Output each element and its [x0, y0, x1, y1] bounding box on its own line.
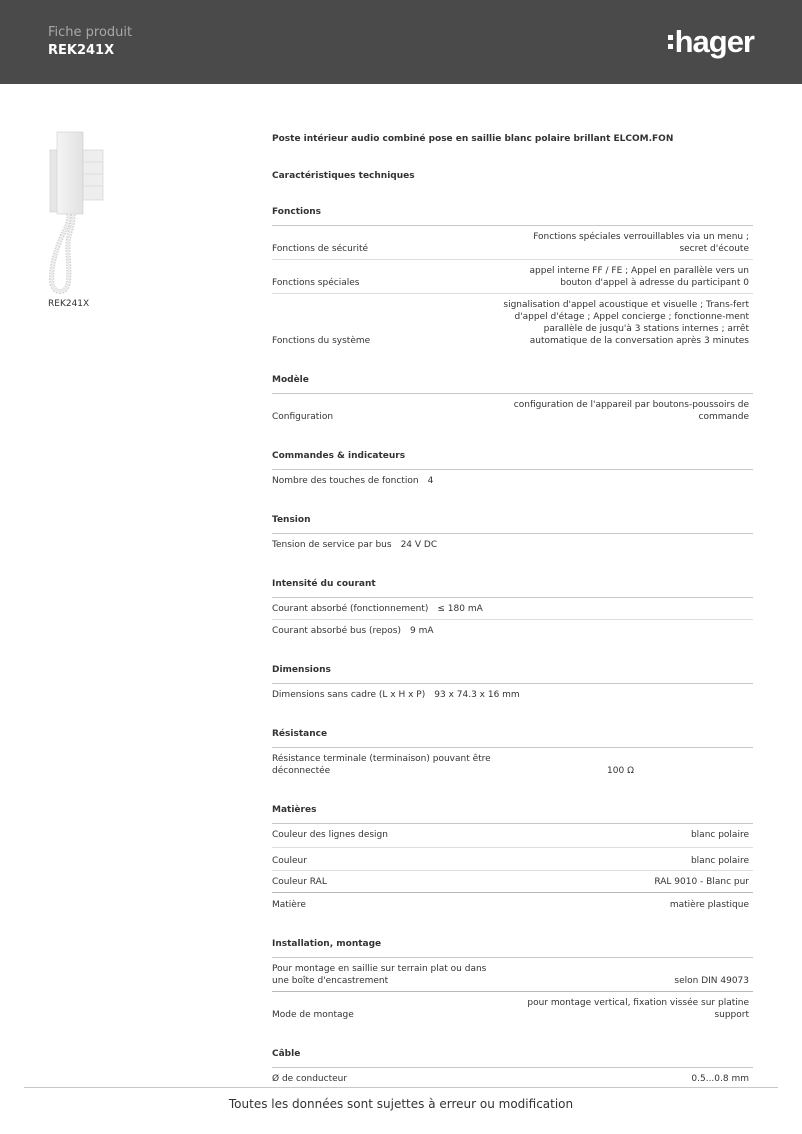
spec-label: Mode de montage — [272, 1010, 354, 1020]
footer-divider — [24, 1087, 778, 1088]
section-title: Commandes & indicateurs — [272, 427, 753, 470]
spec-row — [272, 824, 753, 848]
image-caption: REK241X — [48, 299, 90, 309]
spec-value: blanc polaire — [690, 856, 749, 866]
spec-label: Pour montage en saillie sur terrain plat ou dans une boîte d'encastrement — [272, 964, 487, 986]
spec-label: Nombre des touches de fonction — [272, 476, 419, 486]
spec-value: pour montage vertical, fixation vissée sur platine support — [527, 998, 749, 1020]
product-details — [272, 133, 753, 1089]
spec-row — [272, 848, 753, 871]
spec-value: 4 — [427, 476, 434, 486]
spec-row — [272, 684, 753, 705]
section-fonctions — [272, 183, 753, 351]
spec-value: matière plastique — [669, 900, 749, 910]
spec-label: Fonctions du système — [272, 336, 371, 346]
product-image — [40, 128, 110, 298]
spec-row — [272, 620, 753, 641]
spec-row — [272, 871, 753, 893]
technical-characteristics-heading: Caractéristiques techniques — [272, 171, 415, 181]
spec-value: configuration de l'appareil par boutons-poussoirs de commande — [513, 400, 749, 422]
spec-value: blanc polaire — [690, 830, 749, 840]
spec-row — [272, 893, 753, 915]
spec-label: Ø de conducteur — [272, 1074, 348, 1084]
spec-label: Tension de service par bus — [272, 540, 392, 550]
spec-label: Dimensions sans cadre (L x H x P) — [272, 690, 426, 700]
spec-label: Courant absorbé (fonctionnement) — [272, 604, 429, 614]
spec-label: Fonctions de sécurité — [272, 244, 369, 254]
logo-dots-icon — [668, 35, 673, 49]
section-installation — [272, 915, 753, 1025]
section-title: Fonctions — [272, 183, 753, 226]
spec-value: RAL 9010 - Blanc pur — [654, 877, 749, 887]
spec-row — [272, 534, 753, 555]
section-resistance — [272, 705, 753, 781]
page-header — [0, 0, 802, 84]
spec-row — [272, 1068, 753, 1089]
section-title: Dimensions — [272, 641, 753, 684]
spec-label: Résistance terminale (terminaison) pouvant être déconnectée — [272, 754, 491, 776]
spec-value: signalisation d'appel acoustique et visuelle ; Trans-fert d'appel d'étage ; Appel concierge ; fonctionne-ment parallèle de jusqu'à 3 stations internes ; arrêt automatique de la conversation après 3 minutes — [503, 300, 749, 346]
product-title: Poste intérieur audio combiné pose en saillie blanc polaire brillant ELCOM.FON — [272, 134, 674, 144]
spec-label: Couleur — [272, 856, 307, 866]
section-title: Câble — [272, 1025, 753, 1068]
section-dimensions — [272, 641, 753, 705]
section-title: Résistance — [272, 705, 753, 748]
spec-row — [272, 992, 753, 1025]
spec-value: ≤ 180 mA — [437, 604, 483, 614]
section-tension — [272, 491, 753, 555]
spec-label: Couleur RAL — [272, 877, 327, 887]
section-title: Modèle — [272, 351, 753, 394]
hager-logo — [668, 24, 754, 60]
spec-label: Matière — [272, 900, 306, 910]
section-cable — [272, 1025, 753, 1089]
section-title: Matières — [272, 781, 753, 824]
brand-name: hager — [674, 24, 754, 59]
spec-value: 93 x 74.3 x 16 mm — [434, 690, 520, 700]
spec-row — [272, 260, 753, 294]
section-title: Intensité du courant — [272, 555, 753, 598]
footer-disclaimer: Toutes les données sont sujettes à erreur ou modification — [228, 1097, 574, 1111]
spec-row — [272, 470, 753, 491]
spec-value: appel interne FF / FE ; Appel en parallèle vers un bouton d'appel à adresse du participant 0 — [529, 266, 749, 288]
spec-row — [272, 226, 753, 260]
section-title: Installation, montage — [272, 915, 753, 958]
section-commandes — [272, 427, 753, 491]
product-reference: REK241X — [48, 43, 115, 58]
spec-value: 24 V DC — [400, 540, 438, 550]
spec-value: 9 mA — [409, 626, 434, 636]
spec-label: Fonctions spéciales — [272, 278, 360, 288]
spec-row — [272, 748, 753, 781]
spec-value: selon DIN 49073 — [674, 976, 749, 986]
section-matieres — [272, 781, 753, 915]
spec-label: Courant absorbé bus (repos) — [272, 626, 401, 636]
section-intensite — [272, 555, 753, 641]
section-modele — [272, 351, 753, 427]
spec-row — [272, 294, 753, 351]
document-type: Fiche produit — [48, 25, 133, 40]
spec-label: Couleur des lignes design — [272, 830, 388, 840]
spec-value: 0.5...0.8 mm — [691, 1074, 749, 1084]
section-title: Tension — [272, 491, 753, 534]
spec-row — [272, 394, 753, 427]
spec-value: 100 Ω — [607, 766, 634, 776]
spec-row — [272, 958, 753, 992]
spec-label: Configuration — [272, 412, 334, 422]
spec-value: Fonctions spéciales verrouillables via un menu ; secret d'écoute — [533, 232, 749, 254]
spec-row — [272, 598, 753, 620]
